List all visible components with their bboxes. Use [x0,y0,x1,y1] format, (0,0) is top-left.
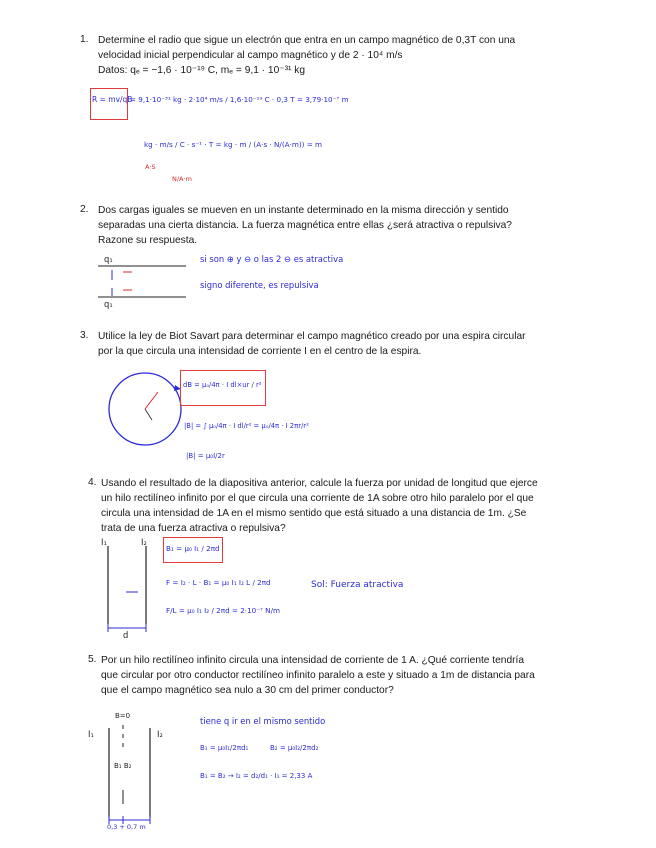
q4-eq2: F = I₂ · L · B₁ = μ₀ I₁ I₂ L / 2πd [166,578,271,587]
q3-eq1: dB = μ₀/4π · I dl×ur / r² [183,381,262,389]
q4-number: 4. [88,477,97,488]
q5-label-b1b2: B₁ B₂ [114,762,132,770]
q4-line1: Usando el resultado de la diapositiva anterior, calcule la fuerza por unidad de longitud que ejerce [101,478,538,489]
q5-note: tiene q ir en el mismo sentido [200,716,326,726]
q2-line1: Dos cargas iguales se mueven en un instante determinado en la misma dirección y sentido [98,205,509,216]
q2-note-repulsiva: signo diferente, es repulsiva [200,280,319,290]
q5-line3: que el campo magnético sea nulo a 30 cm del primer conductor? [101,685,394,696]
q5-label-i2: I₂ [157,729,163,739]
q4-line4: trata de una fuerza atractiva o repulsiva? [101,523,286,534]
q5-eq3: B₁ = B₂ → I₂ = d₂/d₁ · I₁ = 2,33 A [200,772,313,780]
q5-label-i1: I₁ [88,729,94,739]
q5-eq1: B₁ = μ₀I₁/2πd₁ [200,744,249,752]
q2-line3: Razone su respuesta. [98,235,198,246]
q5-label-dist: 0,3 + 0,7 m [107,823,146,831]
q5-number: 5. [88,654,97,665]
q5-line2: que circular por otro conductor rectilíneo infinito paralelo a este y situado a 1m de distancia para [101,670,535,681]
q4-line2: un hilo rectilíneo infinito por el que circula una corriente de 1A sobre otro hilo paralelo por el que [101,493,534,504]
q2-number: 2. [80,204,89,215]
q3-eq2: |B| = ∫ μ₀/4π · I dl/r² = μ₀/4π · I 2πr/r² [184,422,309,430]
q3-eq3: |B| = μ₀I/2r [186,452,225,460]
q4-answer: Sol: Fuerza atractiva [311,580,404,590]
q3-line2: por la que circula una intensidad de corriente I en el centro de la espira. [98,346,422,357]
q5-eq2: B₂ = μ₀I₂/2πd₂ [270,744,319,752]
q1-number: 1. [80,34,89,45]
q4-label-d: d [123,630,129,640]
q1-units-a: A·S [145,163,156,171]
q2-label-top: q₁ [104,254,113,264]
q4-label-i2: I₂ [141,537,147,547]
q5-label-b0: B=0 [115,712,131,720]
q3-line1: Utilice la ley de Biot Savart para determinar el campo magnético creado por una espira circular [98,331,526,342]
q1-units-b: N/A·m [172,175,192,183]
q2-line2: separadas una cierta distancia. La fuerza magnética entre ellas ¿será atractiva o repulsiva? [98,220,512,231]
q2-note-atractiva: si son ⊕ y ⊖ o las 2 ⊖ es atractiva [200,254,344,264]
q1-units: kg · m/s / C · s⁻¹ · T = kg · m / (A·s · N/(A·m)) = m [144,140,323,149]
q4-eq3: F/L = μ₀ I₁ I₂ / 2πd = 2·10⁻⁷ N/m [166,606,280,615]
q5-line1: Por un hilo rectilíneo infinito circula una intensidad de corriente de 1 A. ¿Qué corriente tendría [101,655,525,666]
q1-line2: velocidad inicial perpendicular al campo magnético y de 2 · 10⁴ m/s [98,50,403,61]
q1-result: = 9,1·10⁻³¹ kg · 2·10⁴ m/s / 1,6·10⁻¹⁹ C · 0,3 T = 3,79·10⁻⁷ m [130,95,349,104]
q4-label-i1: I₁ [101,537,107,547]
q1-line3: Datos: qₑ = −1,6 · 10⁻¹⁹ C, mₑ = 9,1 · 10⁻³¹ kg [98,65,305,76]
q1-line1: Determine el radio que sigue un electrón que entra en un campo magnético de 0,3T con una [98,35,516,46]
q3-number: 3. [80,330,89,341]
q4-eq1: B₁ = μ₀ I₁ / 2πd [166,544,220,553]
q1-formula: R = mv/qB [92,95,133,104]
q4-line3: circula una intensidad de 1A en el mismo sentido que está situado a una distancia de 1m. ¿Se [101,508,527,519]
q2-label-bottom: q₁ [104,299,113,309]
